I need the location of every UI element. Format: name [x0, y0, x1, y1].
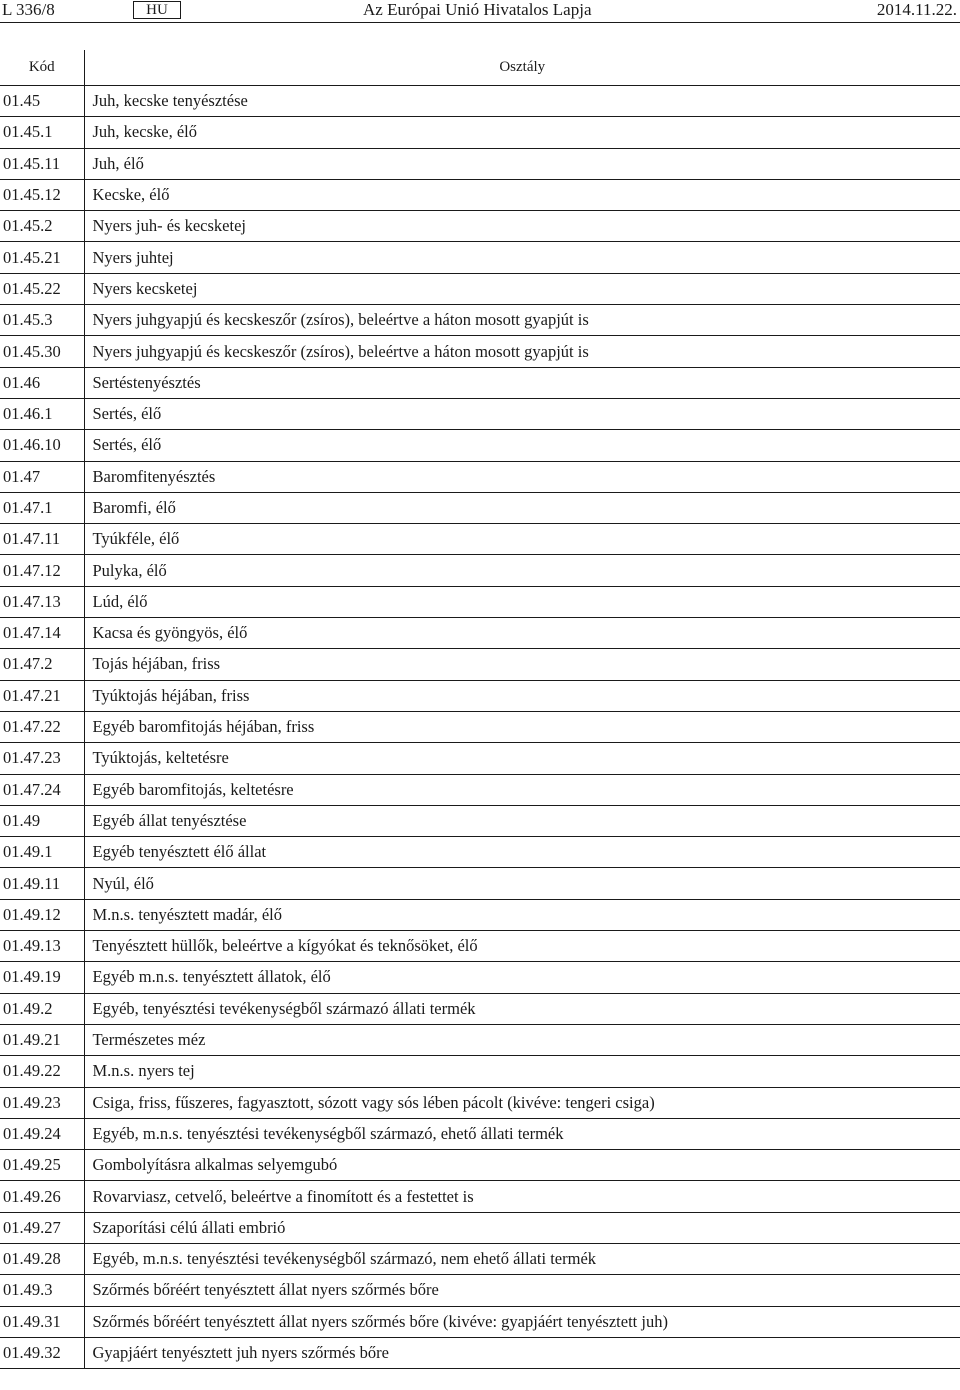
row-code: 01.49 [0, 805, 84, 836]
row-code: 01.49.31 [0, 1306, 84, 1337]
row-code: 01.45.12 [0, 179, 84, 210]
table-row [0, 305, 960, 336]
column-header-code: Kód [0, 50, 84, 86]
table-header-row [0, 50, 960, 86]
row-description: Szőrmés bőréért tenyésztett állat nyers szőrmés bőre [84, 1275, 960, 1306]
table-row [0, 1087, 960, 1118]
row-description: Tojás héjában, friss [84, 649, 960, 680]
table-row [0, 1150, 960, 1181]
table-row [0, 1056, 960, 1087]
table-row [0, 743, 960, 774]
row-description: Rovarviasz, cetvelő, beleértve a finomított és a festettet is [84, 1181, 960, 1212]
row-code: 01.49.21 [0, 1024, 84, 1055]
table-row [0, 430, 960, 461]
table-row [0, 367, 960, 398]
row-description: Nyers kecsketej [84, 273, 960, 304]
row-description: Tyúktojás héjában, friss [84, 680, 960, 711]
table-row [0, 336, 960, 367]
table-row [0, 1243, 960, 1274]
row-description: Sertés, élő [84, 430, 960, 461]
row-description: Lúd, élő [84, 586, 960, 617]
row-description: Egyéb, tenyésztési tevékenységből származó állati termék [84, 993, 960, 1024]
row-code: 01.46.1 [0, 398, 84, 429]
table-row [0, 586, 960, 617]
row-description: Baromfitenyésztés [84, 461, 960, 492]
table-body [0, 86, 960, 1369]
row-code: 01.49.23 [0, 1087, 84, 1118]
publication-date: 2014.11.22. [876, 0, 957, 19]
row-code: 01.47.23 [0, 743, 84, 774]
column-header-class: Osztály [84, 50, 960, 86]
row-code: 01.47.22 [0, 711, 84, 742]
row-description: Tenyésztett hüllők, beleértve a kígyókat és teknősöket, élő [84, 931, 960, 962]
row-code: 01.49.1 [0, 837, 84, 868]
table-row [0, 273, 960, 304]
table-row [0, 680, 960, 711]
table-row [0, 117, 960, 148]
table-row [0, 899, 960, 930]
row-description: Nyers juhtej [84, 242, 960, 273]
row-code: 01.49.24 [0, 1118, 84, 1149]
classification-table [0, 50, 960, 1369]
row-description: Egyéb tenyésztett élő állat [84, 837, 960, 868]
row-code: 01.47.14 [0, 618, 84, 649]
row-description: Tyúkféle, élő [84, 524, 960, 555]
row-code: 01.45.1 [0, 117, 84, 148]
row-description: M.n.s. tenyésztett madár, élő [84, 899, 960, 930]
table-row [0, 1212, 960, 1243]
row-code: 01.49.25 [0, 1150, 84, 1181]
table-row [0, 962, 960, 993]
row-description: Baromfi, élő [84, 492, 960, 523]
row-code: 01.45 [0, 86, 84, 117]
row-code: 01.47.13 [0, 586, 84, 617]
row-code: 01.45.22 [0, 273, 84, 304]
row-description: Gyapjáért tenyésztett juh nyers szőrmés bőre [84, 1337, 960, 1368]
table-row [0, 524, 960, 555]
row-code: 01.45.3 [0, 305, 84, 336]
row-description: Pulyka, élő [84, 555, 960, 586]
table-row [0, 868, 960, 899]
language-badge: HU [133, 1, 181, 19]
table-row [0, 242, 960, 273]
row-code: 01.47.2 [0, 649, 84, 680]
row-description: Kecske, élő [84, 179, 960, 210]
row-code: 01.47.21 [0, 680, 84, 711]
row-description: Juh, élő [84, 148, 960, 179]
table-row [0, 618, 960, 649]
table-row [0, 398, 960, 429]
row-description: Természetes méz [84, 1024, 960, 1055]
row-description: Tyúktojás, keltetésre [84, 743, 960, 774]
journal-title: Az Európai Unió Hivatalos Lapja [363, 0, 592, 19]
row-code: 01.47.1 [0, 492, 84, 523]
table-row [0, 1181, 960, 1212]
row-description: Nyúl, élő [84, 868, 960, 899]
page-header [0, 0, 960, 23]
row-description: Gombolyításra alkalmas selyemgubó [84, 1150, 960, 1181]
row-code: 01.47 [0, 461, 84, 492]
table-row [0, 1275, 960, 1306]
table-row [0, 711, 960, 742]
row-code: 01.47.11 [0, 524, 84, 555]
table-row [0, 461, 960, 492]
row-description: Egyéb baromfitojás, keltetésre [84, 774, 960, 805]
page-reference: L 336/8 [2, 0, 55, 19]
row-description: Csiga, friss, fűszeres, fagyasztott, sózott vagy sós lében pácolt (kivéve: tengeri csiga) [84, 1087, 960, 1118]
table-row [0, 1024, 960, 1055]
row-description: Nyers juh- és kecsketej [84, 211, 960, 242]
row-code: 01.49.19 [0, 962, 84, 993]
row-code: 01.49.12 [0, 899, 84, 930]
row-code: 01.45.11 [0, 148, 84, 179]
table-row [0, 805, 960, 836]
row-description: Egyéb m.n.s. tenyésztett állatok, élő [84, 962, 960, 993]
row-description: Juh, kecske, élő [84, 117, 960, 148]
row-description: Nyers juhgyapjú és kecskeszőr (zsíros), beleértve a háton mosott gyapjút is [84, 336, 960, 367]
row-code: 01.46.10 [0, 430, 84, 461]
table-row [0, 148, 960, 179]
row-code: 01.49.2 [0, 993, 84, 1024]
table-row [0, 931, 960, 962]
row-code: 01.49.26 [0, 1181, 84, 1212]
table-row [0, 179, 960, 210]
row-description: Kacsa és gyöngyös, élő [84, 618, 960, 649]
row-code: 01.45.30 [0, 336, 84, 367]
table-row [0, 555, 960, 586]
row-code: 01.45.21 [0, 242, 84, 273]
table-row [0, 1306, 960, 1337]
row-description: Egyéb, m.n.s. tenyésztési tevékenységből származó, ehető állati termék [84, 1118, 960, 1149]
row-description: Sertéstenyésztés [84, 367, 960, 398]
row-description: Sertés, élő [84, 398, 960, 429]
table-row [0, 86, 960, 117]
row-description: Szőrmés bőréért tenyésztett állat nyers szőrmés bőre (kivéve: gyapjáért tenyésztett juh) [84, 1306, 960, 1337]
table-row [0, 492, 960, 523]
row-description: Egyéb, m.n.s. tenyésztési tevékenységből származó, nem ehető állati termék [84, 1243, 960, 1274]
table-row [0, 993, 960, 1024]
row-code: 01.45.2 [0, 211, 84, 242]
row-code: 01.49.28 [0, 1243, 84, 1274]
row-description: Egyéb baromfitojás héjában, friss [84, 711, 960, 742]
row-code: 01.47.12 [0, 555, 84, 586]
table-row [0, 649, 960, 680]
row-code: 01.49.22 [0, 1056, 84, 1087]
table-row [0, 837, 960, 868]
row-description: M.n.s. nyers tej [84, 1056, 960, 1087]
table-row [0, 1337, 960, 1368]
row-code: 01.49.32 [0, 1337, 84, 1368]
row-description: Szaporítási célú állati embrió [84, 1212, 960, 1243]
table-row [0, 774, 960, 805]
row-code: 01.49.3 [0, 1275, 84, 1306]
row-description: Juh, kecske tenyésztése [84, 86, 960, 117]
row-code: 01.46 [0, 367, 84, 398]
row-description: Egyéb állat tenyésztése [84, 805, 960, 836]
row-code: 01.49.13 [0, 931, 84, 962]
row-code: 01.49.27 [0, 1212, 84, 1243]
row-code: 01.47.24 [0, 774, 84, 805]
table-row [0, 1118, 960, 1149]
row-description: Nyers juhgyapjú és kecskeszőr (zsíros), beleértve a háton mosott gyapjút is [84, 305, 960, 336]
row-code: 01.49.11 [0, 868, 84, 899]
table-row [0, 211, 960, 242]
